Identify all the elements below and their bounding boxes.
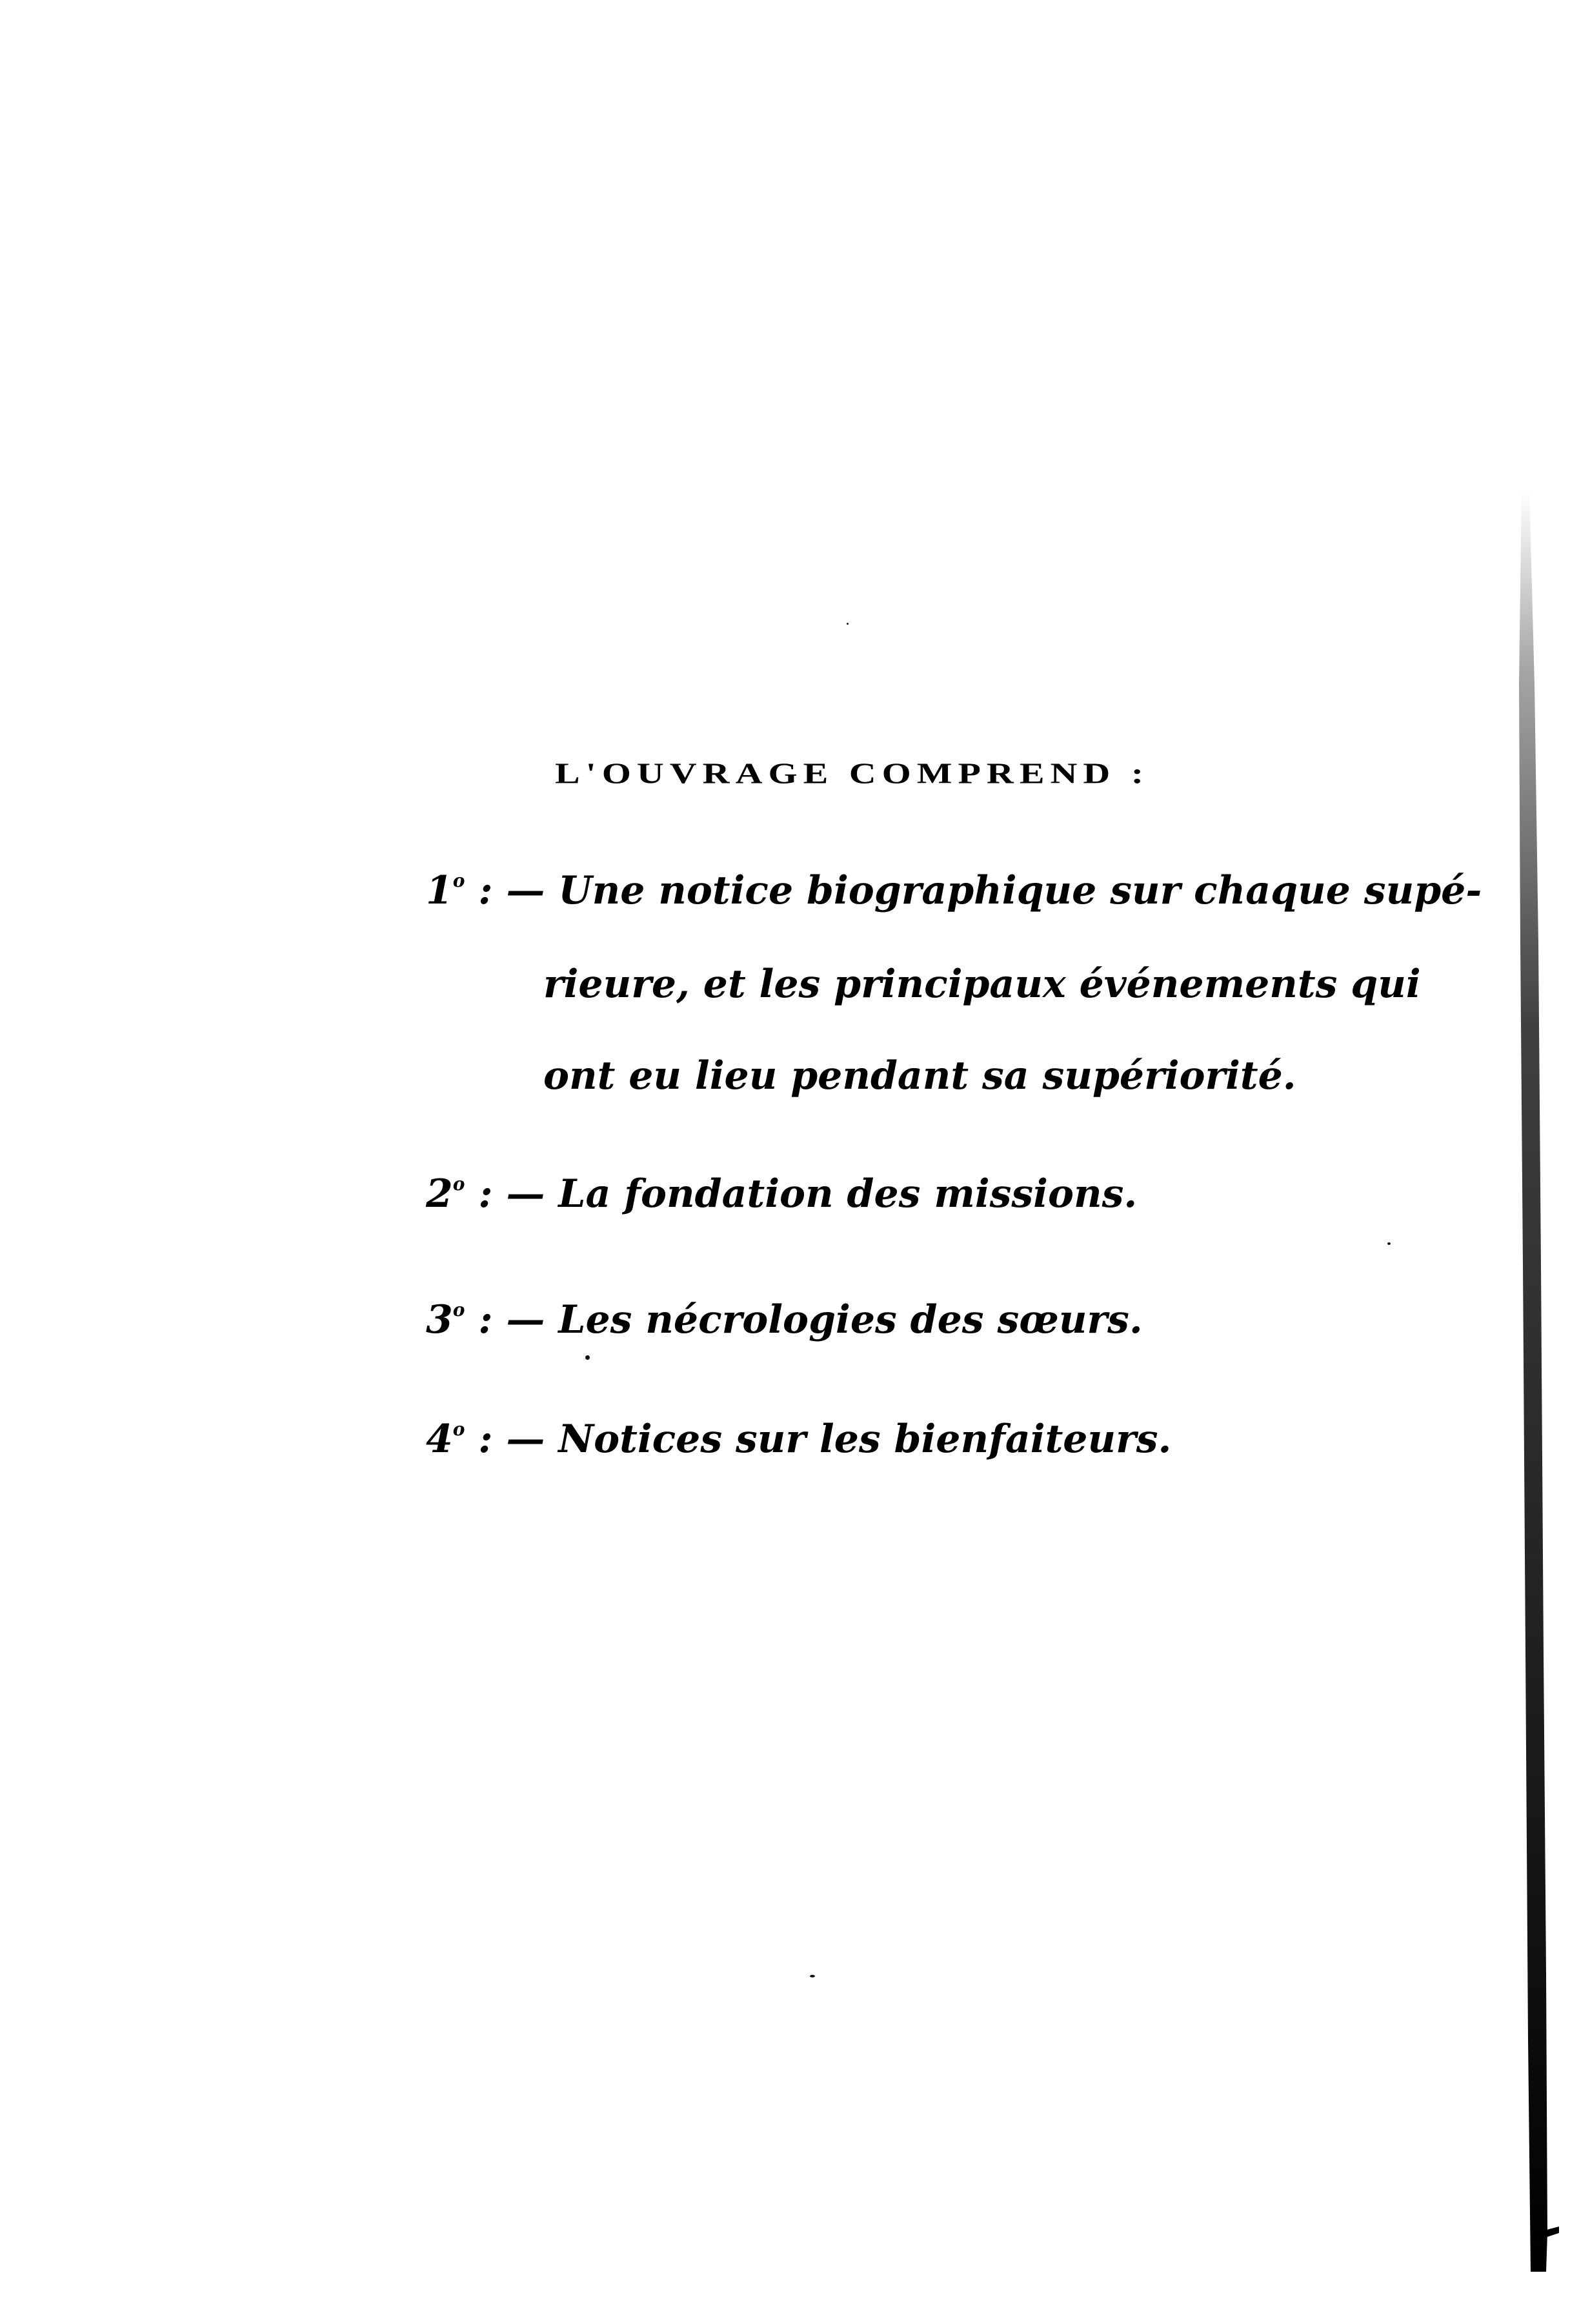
scanned-page-edge (1496, 490, 1560, 2272)
scan-speck (847, 623, 849, 625)
scan-speck (1387, 1242, 1391, 1245)
item-number (426, 1417, 465, 1462)
scan-speck (810, 1975, 815, 1977)
item-separator: : — (465, 1417, 559, 1462)
item-number-degree: o (452, 1173, 465, 1195)
page-edge-shape (1496, 490, 1560, 2272)
item-number-degree: o (452, 1299, 465, 1320)
item-separator: : — (465, 868, 559, 913)
section-heading: L'OUVRAGE COMPREND : (555, 756, 1150, 790)
list-item-2 (426, 1171, 1137, 1217)
scan-speck (585, 1355, 590, 1360)
item-text-line: La fondation des missions. (558, 1171, 1138, 1217)
item-number-degree: o (452, 870, 465, 891)
item-text-line: Les nécrologies des sœurs. (558, 1297, 1143, 1342)
list-item-4 (426, 1417, 1171, 1462)
list-item-1 (426, 868, 1482, 913)
item-number (426, 1171, 465, 1217)
item-number-digit: 4 (426, 1417, 453, 1462)
item-separator: : — (465, 1297, 559, 1342)
list-item-3 (426, 1297, 1143, 1342)
item-number-digit: 3 (426, 1297, 453, 1342)
item-text-line: ont eu lieu pendant sa supériorité. (543, 1053, 1296, 1098)
item-number (426, 1297, 465, 1342)
item-number (426, 868, 465, 913)
item-number-digit: 2 (426, 1171, 453, 1217)
item-number-degree: o (452, 1419, 465, 1440)
item-text-line: Une notice biographique sur chaque supé- (558, 868, 1482, 913)
item-separator: : — (465, 1171, 559, 1217)
item-text-line: rieure, et les principaux événements qui (543, 962, 1421, 1007)
item-number-digit: 1 (426, 868, 453, 913)
item-text-line: Notices sur les bienfaiteurs. (558, 1417, 1172, 1462)
